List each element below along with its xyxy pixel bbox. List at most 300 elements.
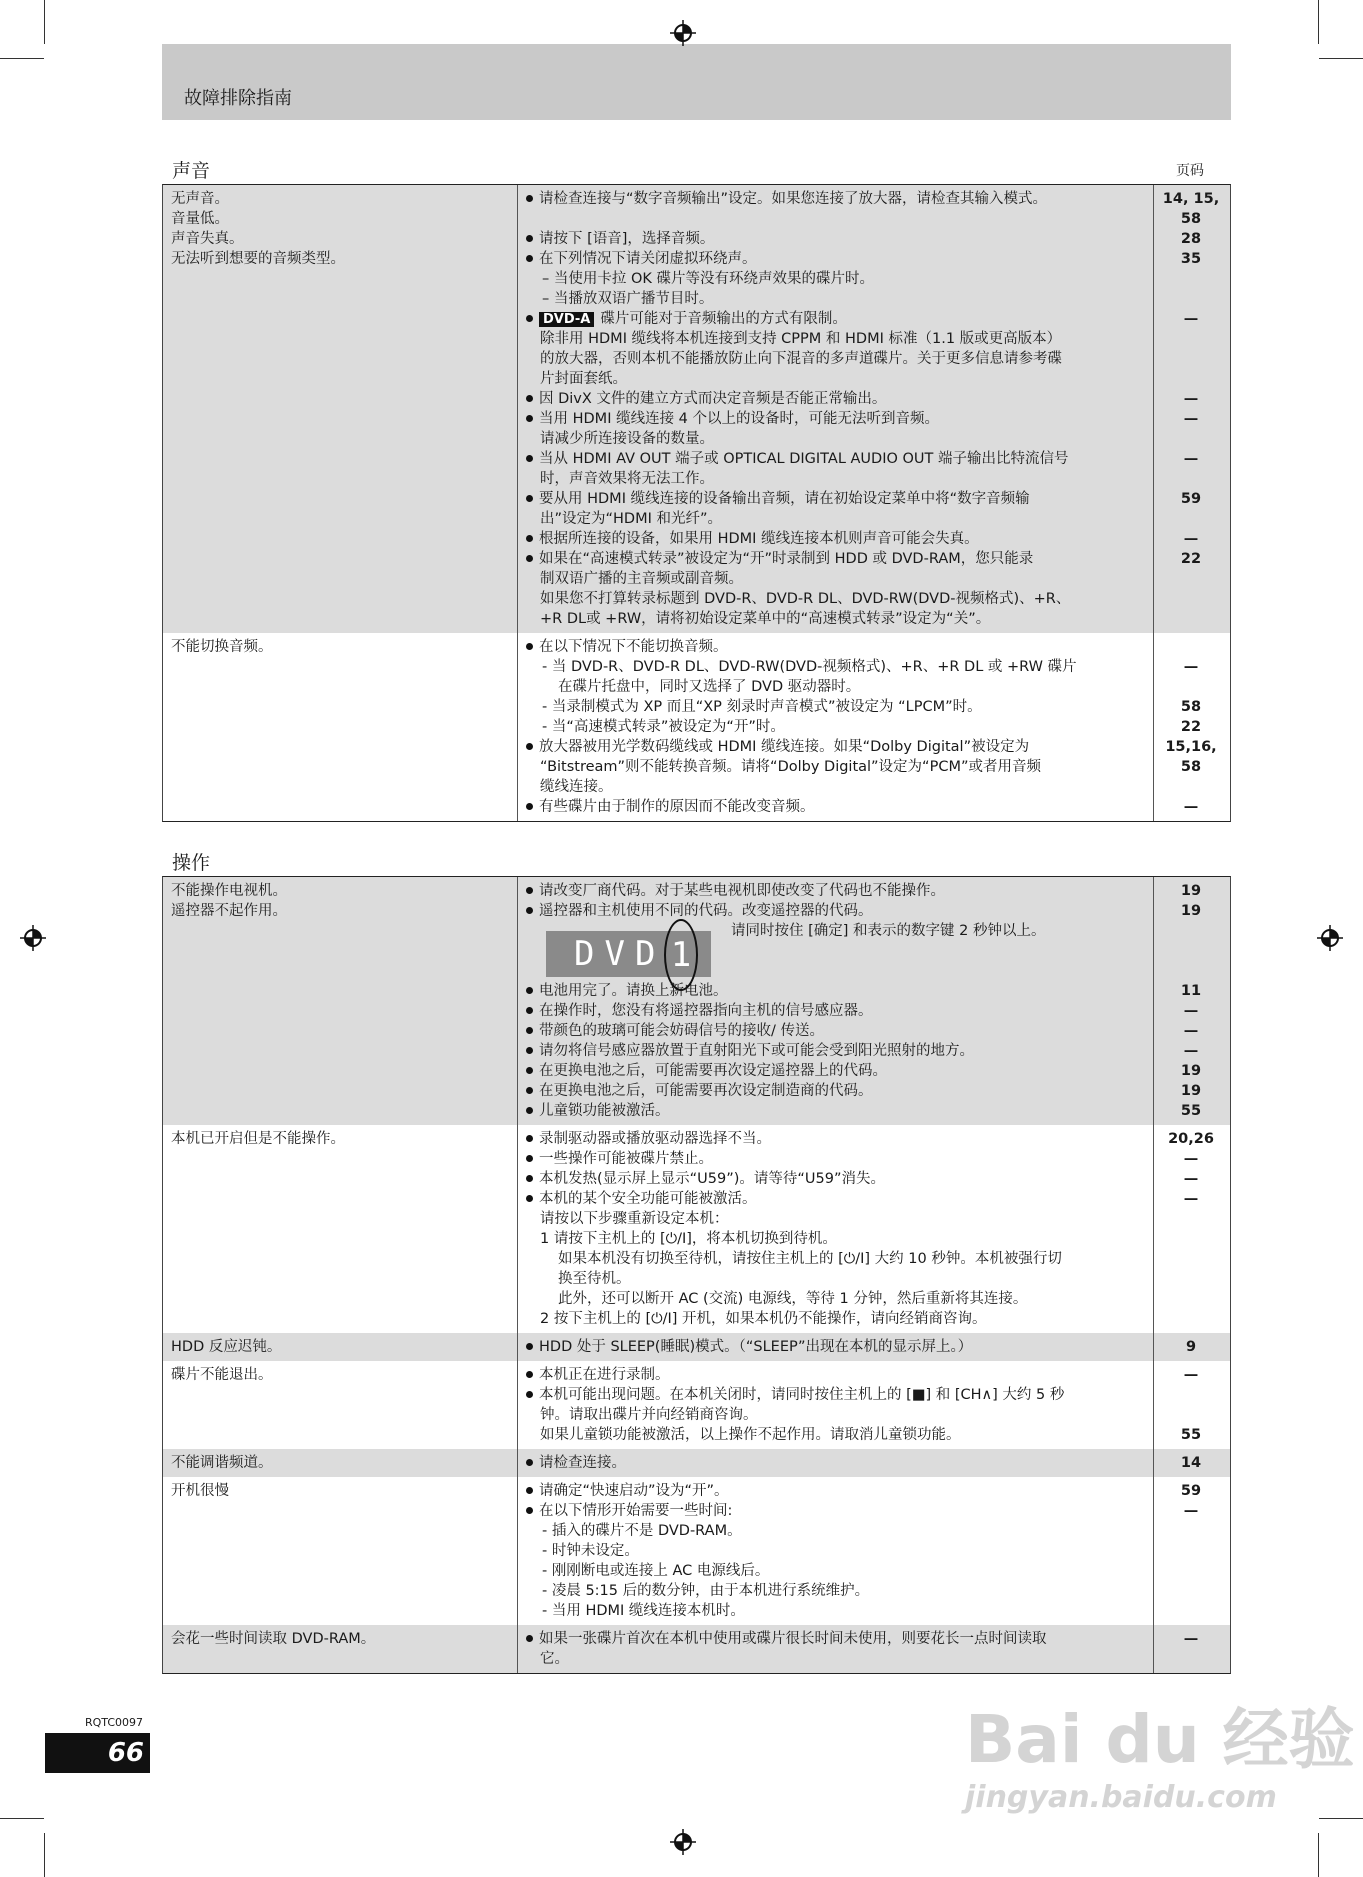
remedy-line [516, 1481, 1230, 1501]
remedy-text [516, 1289, 1152, 1309]
remedy-text-content: 钟。请取出碟片并向经销商咨询。 [540, 1407, 758, 1423]
remedy-text [516, 269, 1152, 289]
remedy-text [516, 1425, 1152, 1445]
page-ref [1152, 509, 1230, 529]
page-ref [1152, 369, 1230, 389]
remedy-text-content: 在更换电池之后，可能需要再次设定制造商的代码。 [539, 1083, 873, 1099]
crop-mark [1318, 0, 1319, 44]
remedy-text [516, 981, 1152, 1001]
remedy-text-content: - 当用 HDMI 缆线连接本机时。 [542, 1603, 745, 1619]
remedy-line [516, 1081, 1230, 1101]
page-ref: — [1183, 1023, 1199, 1039]
remedy-line [516, 981, 1230, 1001]
remedy-line [516, 1101, 1230, 1121]
symptom-label: 无声音。 [171, 191, 229, 207]
page-number: 66 [45, 1733, 150, 1773]
remedy-line [516, 1581, 1230, 1601]
page-ref: 22 [1180, 719, 1202, 735]
bullet-icon [526, 1487, 533, 1494]
remedy-text-content: - 当 DVD-R、DVD-R DL、DVD-RW(DVD-视频格式)、+R、+R DL 或 +RW 碟片 [542, 659, 1077, 675]
remedy-text [516, 1249, 1152, 1269]
remedy-line [516, 509, 1230, 529]
remedy-line [516, 1061, 1230, 1081]
remedy-text [516, 1561, 1152, 1581]
remedy-text-content: 缆线连接。 [540, 779, 613, 795]
symptom-cell [163, 1453, 516, 1473]
page-ref [1152, 269, 1230, 289]
remedy-text-content: 因 DivX 文件的建立方式而决定音频是否能正常输出。 [539, 391, 887, 407]
remedy-text [516, 369, 1152, 389]
remedy-text-content: 此外，还可以断开 AC (交流) 电源线，等待 1 分钟，然后重新将其连接。 [558, 1291, 1028, 1307]
remedy-text-content: 如果您不打算转录标题到 DVD-R、DVD-R DL、DVD-RW(DVD-视频格式)、+R、 [540, 591, 1071, 607]
remedy-text-content: 换至待机。 [558, 1271, 631, 1287]
remedy-text [516, 1209, 1152, 1229]
bullet-icon [526, 1391, 533, 1398]
remedy-text-content: 时，声音效果将无法工作。 [540, 471, 714, 487]
page-ref: — [1183, 1171, 1199, 1187]
remedy-line [516, 429, 1230, 449]
remedy-line [516, 1021, 1230, 1041]
remedy-text [516, 1149, 1152, 1169]
bullet-icon [526, 1087, 533, 1094]
remedy-text [516, 1169, 1152, 1189]
page-ref: — [1183, 1043, 1199, 1059]
bullet-icon [526, 643, 533, 650]
symptom-label: 不能操作电视机。 [171, 883, 287, 899]
bullet-icon [526, 803, 533, 810]
symptom-label: 碟片不能退出。 [171, 1367, 273, 1383]
page-ref: — [1183, 659, 1199, 675]
remedy-text [516, 1021, 1152, 1041]
remedy-text [516, 901, 1152, 921]
remedy-text-content: 在更换电池之后，可能需要再次设定遥控器上的代码。 [539, 1063, 887, 1079]
remedy-text-content: 出”设定为“HDMI 和光纤”。 [540, 511, 722, 527]
remedy-line [516, 881, 1230, 901]
disc-type-badge: DVD-A [539, 312, 594, 327]
remedy-line [516, 1289, 1230, 1309]
symptom-label: 声音失真。 [171, 231, 244, 247]
page-ref [1152, 469, 1230, 489]
remedy-text-content: 请改变厂商代码。对于某些电视机即使改变了代码也不能操作。 [539, 883, 945, 899]
remedy-text [516, 1541, 1152, 1561]
remedy-cell [516, 1629, 1230, 1669]
remedy-text-content: - 凌晨 5:15 后的数分钟，由于本机进行系统维护。 [542, 1583, 870, 1599]
symptom-label: 不能切换音频。 [171, 639, 273, 655]
remedy-text [516, 469, 1152, 489]
bullet-icon [526, 1459, 533, 1466]
remedy-line [516, 797, 1230, 817]
page-ref: 58 [1180, 699, 1202, 715]
remedy-text [516, 1601, 1152, 1621]
remedy-text [516, 289, 1152, 309]
page-ref: 22 [1180, 551, 1202, 567]
remedy-line [516, 1249, 1230, 1269]
remedy-text [516, 429, 1152, 449]
section-title-operation: 操作 [172, 852, 211, 874]
remedy-text [516, 229, 1152, 249]
page-ref [1152, 1405, 1230, 1425]
table-row [163, 1449, 1230, 1477]
remedy-cell [516, 1481, 1230, 1621]
remedy-text-content: 的放大器，否则本机不能播放防止向下混音的多声道碟片。关于更多信息请参考碟 [540, 351, 1062, 367]
remedy-text-content: – 当使用卡拉 OK 碟片等没有环绕声效果的碟片时。 [542, 271, 874, 287]
symptom-cell [163, 1337, 516, 1357]
remedy-text-content: 请减少所连接设备的数量。 [540, 431, 714, 447]
remedy-line [516, 229, 1230, 249]
remedy-line [516, 1149, 1230, 1169]
display-illustration-line [516, 921, 1230, 981]
remedy-text-content: 当用 HDMI 缆线连接 4 个以上的设备时，可能无法听到音频。 [539, 411, 940, 427]
bullet-icon [526, 395, 533, 402]
remedy-line [516, 349, 1230, 369]
remedy-text [516, 697, 1152, 717]
symptom-cell [163, 1365, 516, 1445]
remedy-cell [516, 1365, 1230, 1445]
remedy-line [516, 637, 1230, 657]
page-ref [1152, 329, 1230, 349]
remedy-line [516, 1405, 1230, 1425]
page-ref: 55 [1180, 1427, 1202, 1443]
remedy-text [516, 1453, 1152, 1473]
remedy-text [516, 1405, 1152, 1425]
symptom-cell [163, 881, 516, 1121]
bullet-icon [526, 1135, 533, 1142]
remedy-line [516, 1453, 1230, 1473]
remedy-text-content: 电池用完了。请换上新电池。 [539, 983, 728, 999]
remedy-text [516, 189, 1152, 209]
remedy-text-content: 制双语广播的主音频或副音频。 [540, 571, 743, 587]
remedy-text [516, 737, 1152, 757]
table-row [163, 185, 1230, 633]
remedy-text-content: 如果儿童锁功能被激活，以上操作不起作用。请取消儿童锁功能。 [540, 1427, 961, 1443]
bullet-icon [526, 1175, 533, 1182]
page-ref [1152, 637, 1230, 657]
remedy-text [516, 657, 1152, 677]
bullet-icon [526, 415, 533, 422]
remedy-text [516, 329, 1152, 349]
remedy-text-content: 除非用 HDMI 缆线将本机连接到支持 CPPM 和 HDMI 标准（1.1 版或更高版本） [540, 331, 1062, 347]
bullet-icon [526, 743, 533, 750]
remedy-text-content: 一些操作可能被碟片禁止。 [539, 1151, 713, 1167]
remedy-text-content: – 当播放双语广播节目时。 [542, 291, 714, 307]
bullet-icon [526, 1107, 533, 1114]
remedy-text [516, 569, 1152, 589]
remedy-line [516, 1169, 1230, 1189]
page-ref: — [1183, 799, 1199, 815]
bullet-icon [526, 1343, 533, 1350]
page-ref: — [1183, 391, 1199, 407]
remedy-text [516, 309, 1152, 329]
remedy-line [516, 1001, 1230, 1021]
remedy-line [516, 269, 1230, 289]
page-ref [1152, 1385, 1230, 1405]
remedy-text [516, 549, 1152, 569]
remedy-line [516, 329, 1230, 349]
remedy-text-content: - 刚刚断电或连接上 AC 电源线后。 [542, 1563, 770, 1579]
remedy-text [516, 1481, 1152, 1501]
remedy-cell [516, 637, 1230, 817]
remedy-line [516, 901, 1230, 921]
remedy-text-content: 本机发热(显示屏上显示“U59”)。请等待“U59”消失。 [539, 1171, 885, 1187]
crop-mark [1319, 1818, 1363, 1819]
page-ref: 9 [1185, 1339, 1197, 1355]
page-ref: 19 [1180, 903, 1202, 919]
bullet-icon [526, 455, 533, 462]
symptom-cell [163, 1481, 516, 1621]
bullet-icon [526, 1047, 533, 1054]
remedy-line [516, 657, 1230, 677]
remedy-text-content: 碟片可能对于音频输出的方式有限制。 [600, 311, 847, 327]
remedy-text-content: 片封面套纸。 [540, 371, 627, 387]
remedy-text-content: 如果在“高速模式转录”被设定为“开”时录制到 HDD 或 DVD-RAM，您只能录 [539, 551, 1034, 567]
bullet-icon [526, 555, 533, 562]
table-row [163, 1125, 1230, 1333]
display-caption: 请同时按住 [确定] 和表示的数字键 2 秒钟以上。 [731, 923, 1046, 939]
remedy-text [516, 249, 1152, 269]
remedy-text-content: HDD 处于 SLEEP(睡眠)模式。（“SLEEP”出现在本机的显示屏上。） [539, 1339, 973, 1355]
table-row [163, 633, 1230, 821]
remedy-text [516, 1365, 1152, 1385]
column-divider [1153, 877, 1154, 1673]
remedy-text [516, 637, 1152, 657]
bullet-icon [526, 235, 533, 242]
page-ref [1152, 609, 1230, 629]
page-ref: — [1183, 1631, 1199, 1647]
remedy-text-content: 本机可能出现问题。在本机关闭时，请同时按住主机上的 [■] 和 [CH∧] 大约 5 秒 [539, 1387, 1065, 1403]
remedy-text-content: - 插入的碟片不是 DVD-RAM。 [542, 1523, 742, 1539]
page-column-label: 页码 [1176, 163, 1204, 179]
symptom-cell [163, 637, 516, 817]
page-ref [1152, 1541, 1230, 1561]
page-ref [1152, 1309, 1230, 1329]
section-title-sound: 声音 [172, 160, 211, 182]
page-ref [1152, 1601, 1230, 1621]
remedy-text-content: 它。 [540, 1651, 569, 1667]
remedy-line [516, 1501, 1230, 1521]
remedy-text [516, 409, 1152, 429]
symptom-label: 音量低。 [171, 211, 229, 227]
remedy-text [516, 1269, 1152, 1289]
page-ref: 58 [1180, 759, 1202, 775]
bullet-icon [526, 987, 533, 994]
symptom-cell [163, 1629, 516, 1669]
remedy-text [516, 489, 1152, 509]
display-text: DVD [574, 934, 666, 974]
remedy-text [516, 349, 1152, 369]
bullet-icon [526, 1027, 533, 1034]
remedy-text-content: 根据所连接的设备，如果用 HDMI 缆线连接本机则声音可能会失真。 [539, 531, 979, 547]
page-ref: — [1183, 451, 1199, 467]
page-ref: 58 [1180, 211, 1202, 227]
page-ref [1152, 589, 1230, 609]
remedy-text [516, 797, 1152, 817]
remedy-text-content: 1 请按下主机上的 [⏻/I]，将本机切换到待机。 [540, 1231, 837, 1247]
remedy-line [516, 1521, 1230, 1541]
remedy-text [516, 757, 1152, 777]
bullet-icon [526, 1155, 533, 1162]
page-ref [1152, 569, 1230, 589]
page-ref: 55 [1180, 1103, 1202, 1119]
display-digit-highlight: 1 [664, 919, 698, 991]
remedy-text [516, 1129, 1152, 1149]
column-divider [1153, 185, 1154, 821]
remedy-line [516, 189, 1230, 209]
remedy-line [516, 609, 1230, 629]
remedy-text [516, 1629, 1152, 1649]
remedy-text [516, 1337, 1152, 1357]
remedy-text [516, 777, 1152, 797]
remedy-line [516, 1629, 1230, 1649]
remedy-text-content: +R DL或 +RW，请将初始设定菜单中的“高速模式转录”设定为“关”。 [540, 611, 991, 627]
page-ref: 19 [1180, 1083, 1202, 1099]
crop-mark [0, 58, 44, 59]
bullet-icon [526, 1195, 533, 1202]
column-divider [517, 877, 518, 1673]
symptom-label: 无法听到想要的音频类型。 [171, 251, 345, 267]
crop-mark [1318, 1833, 1319, 1877]
header-band [162, 44, 1231, 120]
remedy-line [516, 1209, 1230, 1229]
page-ref: — [1183, 1367, 1199, 1383]
page-ref: 15,16, [1165, 739, 1217, 755]
remedy-line [516, 549, 1230, 569]
remedy-line [516, 369, 1230, 389]
remedy-text-content: 如果一张碟片首次在本机中使用或碟片很长时间未使用，则要花长一点时间读取 [539, 1631, 1047, 1647]
remedy-line [516, 1041, 1230, 1061]
watermark-url: jingyan.baidu.com [965, 1780, 1277, 1815]
remedy-line [516, 677, 1230, 697]
remedy-text [516, 1501, 1152, 1521]
bullet-icon [526, 1507, 533, 1514]
page-ref [1152, 677, 1230, 697]
remedy-cell [516, 881, 1230, 1121]
page-title: 故障排除指南 [184, 88, 292, 109]
page-ref: 19 [1180, 1063, 1202, 1079]
remedy-text [516, 1081, 1152, 1101]
remedy-text-content: 有些碟片由于制作的原因而不能改变音频。 [539, 799, 815, 815]
remedy-text-content: 请按下 [语音]，选择音频。 [539, 231, 715, 247]
remedy-text-content: 在碟片托盘中，同时又选择了 DVD 驱动器时。 [558, 679, 861, 695]
remedy-text [516, 509, 1152, 529]
remedy-cell [516, 1129, 1230, 1329]
remedy-text [516, 529, 1152, 549]
remedy-text-content: 请检查连接与“数字音频输出”设定。如果您连接了放大器，请检查其输入模式。 [539, 191, 1048, 207]
bullet-icon [526, 255, 533, 262]
remedy-line [516, 1649, 1230, 1669]
remedy-line [516, 389, 1230, 409]
page-ref [1152, 1289, 1230, 1309]
remedy-text-content: 儿童锁功能被激活。 [539, 1103, 670, 1119]
crop-mark [0, 1818, 44, 1819]
page-ref [1152, 1249, 1230, 1269]
remedy-line [516, 209, 1230, 229]
page-ref: 14 [1180, 1455, 1202, 1471]
table-row [163, 1333, 1230, 1361]
remedy-line [516, 449, 1230, 469]
remedy-text [516, 1101, 1152, 1121]
remedy-text-content: 在下列情况下请关闭虚拟环绕声。 [539, 251, 757, 267]
bullet-icon [526, 1635, 533, 1642]
page-ref: 59 [1180, 491, 1202, 507]
page-ref: 14, 15, [1162, 191, 1220, 207]
remedy-text-content: 遥控器和主机使用不同的代码。改变遥控器的代码。 [539, 903, 873, 919]
remedy-text [516, 717, 1152, 737]
remedy-text-content: 在以下情况下不能切换音频。 [539, 639, 728, 655]
page-ref: — [1183, 1003, 1199, 1019]
remedy-line [516, 697, 1230, 717]
model-code: RQTC0097 [85, 1716, 144, 1729]
registration-mark-icon [670, 1829, 696, 1855]
remedy-text-content: 本机正在进行录制。 [539, 1367, 670, 1383]
crop-mark [44, 0, 45, 44]
remedy-line [516, 1269, 1230, 1289]
symptom-label: 不能调谐频道。 [171, 1455, 273, 1471]
remedy-line [516, 777, 1230, 797]
remedy-text [516, 449, 1152, 469]
remedy-text-content: 放大器被用光学数码缆线或 HDMI 缆线连接。如果“Dolby Digital”被设定为 [539, 739, 1030, 755]
remedy-line [516, 717, 1230, 737]
remedy-text-content: 请检查连接。 [539, 1455, 626, 1471]
page-ref: 11 [1180, 983, 1202, 999]
symptom-label: HDD 反应迟钝。 [171, 1339, 282, 1355]
remedy-text-content: 在操作时，您没有将遥控器指向主机的信号感应器。 [539, 1003, 873, 1019]
page-ref [1152, 777, 1230, 797]
remedy-text-content: 在以下情形开始需要一些时间: [539, 1503, 733, 1519]
unit-display-panel [546, 931, 711, 977]
page-ref [1152, 1521, 1230, 1541]
registration-mark-icon [670, 20, 696, 46]
bullet-icon [526, 1007, 533, 1014]
remedy-text-content: - 当录制模式为 XP 而且“XP 刻录时声音模式”被设定为 “LPCM”时。 [542, 699, 982, 715]
remedy-text [516, 609, 1152, 629]
page-ref: 28 [1180, 231, 1202, 247]
bullet-icon [526, 887, 533, 894]
remedy-line [516, 589, 1230, 609]
display-illustration [516, 921, 1152, 981]
page-ref: — [1183, 1151, 1199, 1167]
bullet-icon [526, 495, 533, 502]
remedy-line [516, 489, 1230, 509]
remedy-text [516, 1189, 1152, 1209]
remedy-text-content: 如果本机没有切换至待机，请按住主机上的 [⏻/I] 大约 10 秒钟。本机被强行切 [558, 1251, 1062, 1267]
page-ref: — [1183, 1191, 1199, 1207]
remedy-text [516, 589, 1152, 609]
remedy-text-content: 本机的某个安全功能可能被激活。 [539, 1191, 757, 1207]
remedy-text-content: 请按以下步骤重新设定本机： [540, 1211, 729, 1227]
remedy-text-content: - 时钟未设定。 [542, 1543, 639, 1559]
remedy-text-content: 2 按下主机上的 [⏻/I] 开机，如果本机仍不能操作，请向经销商咨询。 [540, 1311, 987, 1327]
bullet-icon [526, 195, 533, 202]
table-row [163, 1625, 1230, 1673]
bullet-icon [526, 907, 533, 914]
remedy-line [516, 1229, 1230, 1249]
page-ref: — [1183, 311, 1199, 327]
remedy-text [516, 1229, 1152, 1249]
page-ref: — [1183, 411, 1199, 427]
page-ref: 20,26 [1168, 1131, 1214, 1147]
remedy-text [516, 1309, 1152, 1329]
remedy-line [516, 737, 1230, 757]
remedy-text-content: “Bitstream”则不能转换音频。请将“Dolby Digital”设定为“PCM”或者用音频 [540, 759, 1041, 775]
table-row [163, 1477, 1230, 1625]
remedy-text-content: 录制驱动器或播放驱动器选择不当。 [539, 1131, 771, 1147]
remedy-text [516, 209, 1152, 229]
remedy-text-content: 当从 HDMI AV OUT 端子或 OPTICAL DIGITAL AUDIO OUT 端子输出比特流信号 [539, 451, 1069, 467]
remedy-line [516, 1129, 1230, 1149]
symptom-label: 会花一些时间读取 DVD-RAM。 [171, 1631, 376, 1647]
remedy-line [516, 1365, 1230, 1385]
remedy-line [516, 309, 1230, 329]
